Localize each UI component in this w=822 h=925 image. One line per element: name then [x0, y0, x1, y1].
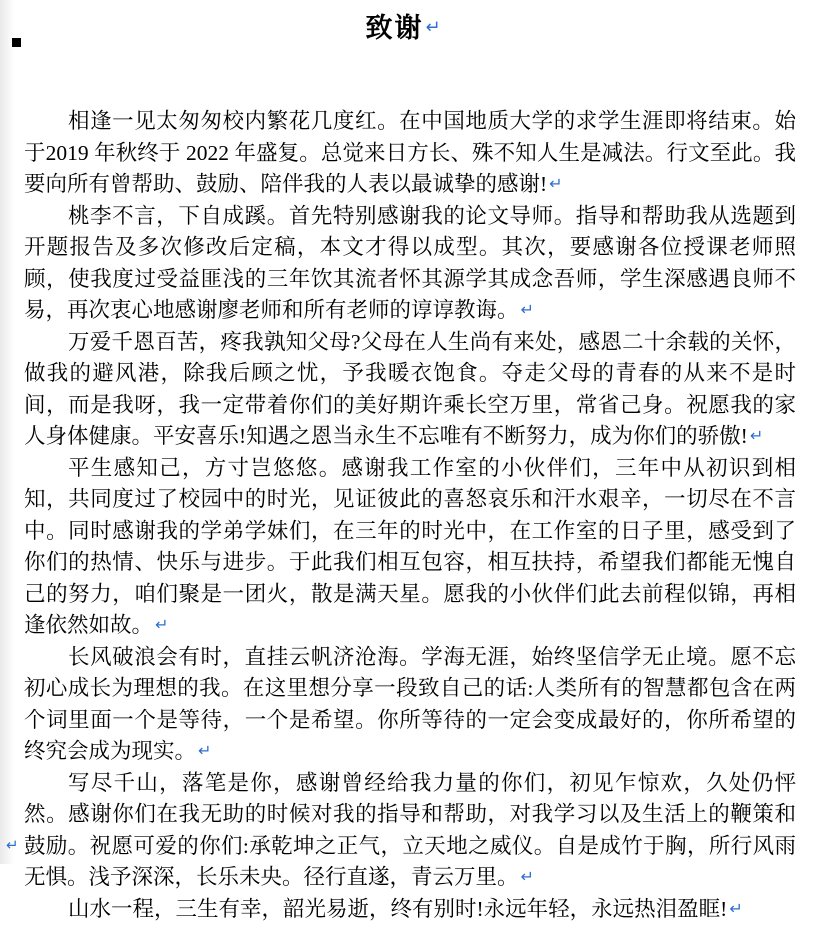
- paragraph-4-text: 平生感知己，方寸岂悠悠。感谢我工作室的小伙伴们，三年中从初识到相知，共同度过了校园中的时光，见证彼此的喜怒哀乐和汗水艰辛，一切尽在不言中。同时感谢我的学弟学妹们，在三年的时光中，在工作室的日子里，感受到了你们的热情、快乐与进步。于此我们相互包容，相互扶持，希望我们都能无愧自己的努力，咱们聚是一团火，散是满天星。愿我的小伙伴们此去前程似锦，再相逢依然如故。: [24, 456, 796, 638]
- paragraph-5: [24, 642, 796, 768]
- page-title-text: 致谢: [365, 13, 423, 43]
- trailing-paragraph-mark-icon: ↵: [6, 836, 19, 854]
- selection-marker-square: [12, 38, 21, 47]
- paragraph-mark-icon: ↵: [155, 617, 168, 634]
- paragraph-4: [24, 453, 796, 642]
- paragraph-3-text: 万爱千恩百苦，疼我孰知父母?父母在人生尚有来处，感恩二十余载的关怀，做我的避风港，除我后顾之忧，予我暖衣饱食。夺走父母的青春的从来不是时间，而是我呀，我一定带着你们的美好期许乘长空万里，常省己身。祝愿我的家人身体健康。平安喜乐!知遇之恩当永生不忘唯有不断努力，成为你们的骄傲!: [24, 330, 796, 449]
- page-title: [0, 0, 822, 44]
- paragraph-mark-icon: ↵: [198, 743, 211, 760]
- paragraph-7-text: 山水一程，三生有幸，韶光易逝，终有别时!永远年轻，永远热泪盈眶!: [68, 897, 727, 921]
- document-body: [24, 106, 796, 925]
- paragraph-2-text: 桃李不言，下自成蹊。首先特别感谢我的论文导师。指导和帮助我从选题到开题报告及多次修改后定稿，本文才得以成型。其次，要感谢各位授课老师照顾，使我度过受益匪浅的三年饮其流者怀其源学其成念吾师，学生深感遇良师不易，再次衷心地感谢廖老师和所有老师的谆谆教诲。: [24, 204, 796, 323]
- paragraph-7: [24, 894, 796, 925]
- paragraph-5-text: 长风破浪会有时，直挂云帆济沧海。学海无涯，始终坚信学无止境。愿不忘初心成长为理想的我。在这里想分享一段致自己的话:人类所有的智慧都包含在两个词里面一个是等待，一个是希望。你所等待的一定会变成最好的，你所希望的终究会成为现实。: [24, 645, 796, 764]
- paragraph-mark-icon: ↵: [549, 176, 562, 193]
- paragraph-2: [24, 201, 796, 327]
- paragraph-6-text: 写尽千山，落笔是你，感谢曾经给我力量的你们，初见乍惊欢，久处仍怦然。感谢你们在我无助的时候对我的指导和帮助，对我学习以及生活上的鞭策和鼓励。祝愿可爱的你们:承乾坤之正气，立天地之威仪。自是成竹于胸，所行风雨无惧。浅予深深，长乐未央。径行直遂，青云万里。: [24, 771, 796, 890]
- paragraph-mark-icon: ↵: [750, 428, 763, 445]
- paragraph-mark-icon: ↵: [521, 869, 534, 886]
- paragraph-1-text: 相逢一见太匆匆校内繁花几度红。在中国地质大学的求学生涯即将结束。始于2019 年秋终于 2022 年盛复。总觉来日方长、殊不知人生是减法。行文至此。我要向所有曾帮助、鼓励、陪伴我的人表以最诚挚的感谢!: [24, 109, 796, 196]
- paragraph-mark-icon: ↵: [425, 17, 442, 37]
- page-left-gutter: [0, 0, 14, 864]
- paragraph-mark-icon: ↵: [521, 302, 534, 319]
- paragraph-3: [24, 327, 796, 453]
- paragraph-mark-icon: ↵: [729, 901, 742, 918]
- paragraph-1: [24, 106, 796, 201]
- paragraph-6: [24, 768, 796, 894]
